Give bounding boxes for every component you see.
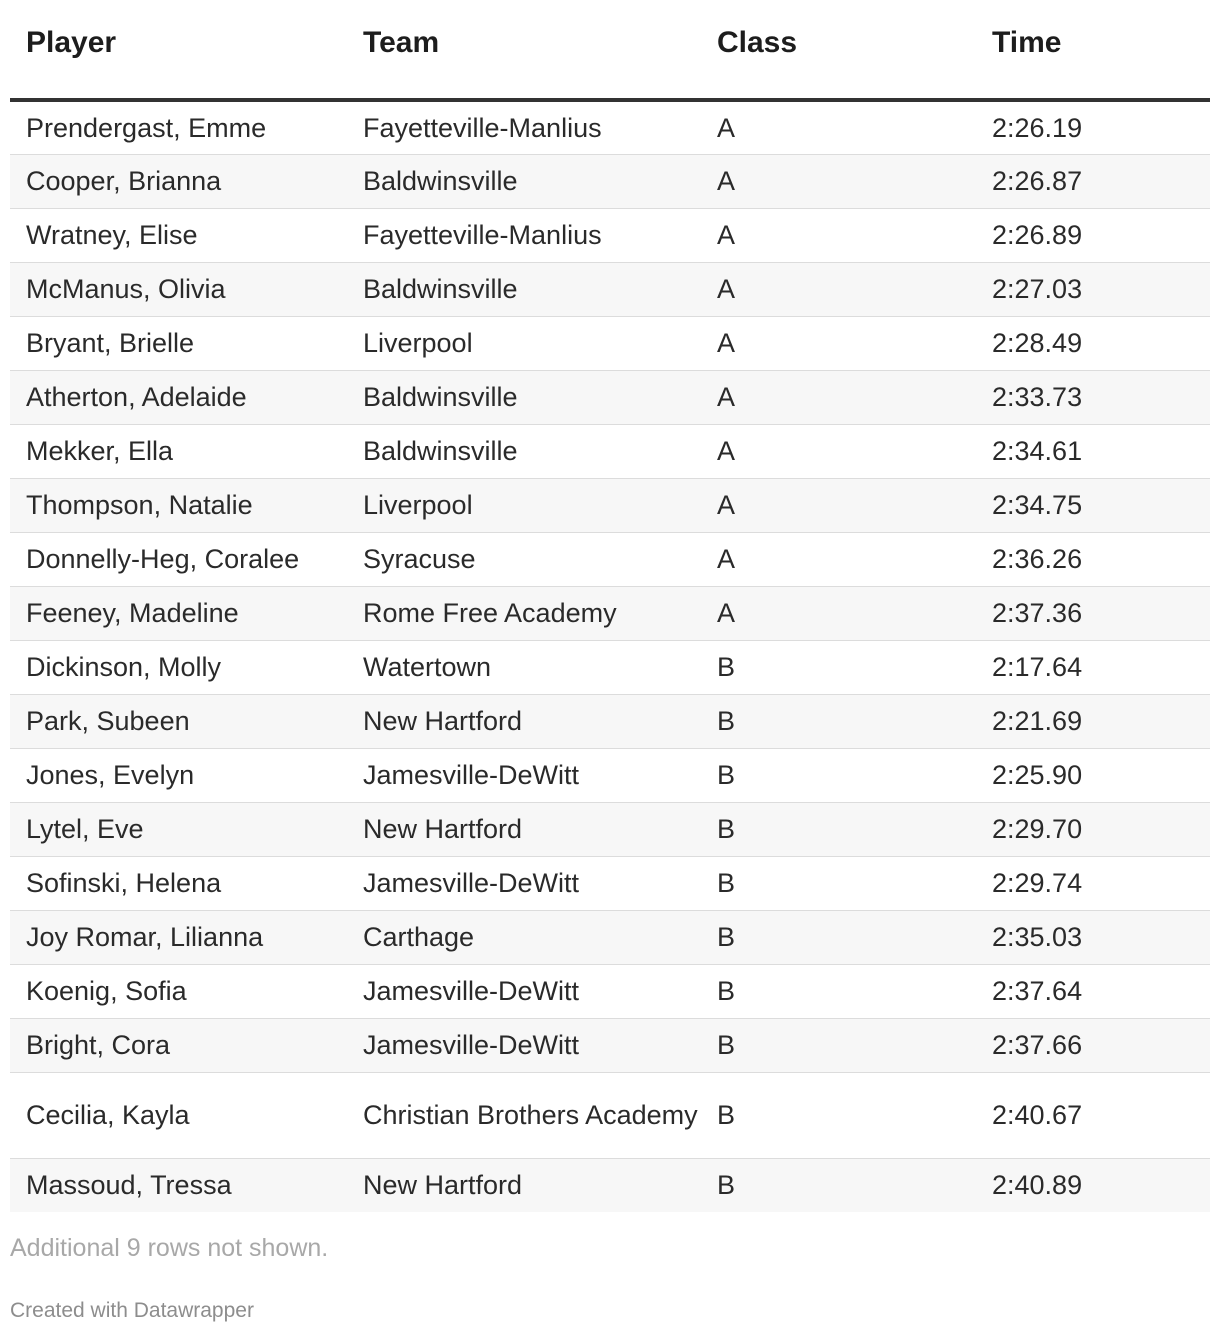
time-cell: 2:26.89: [976, 208, 1210, 262]
time-cell: 2:34.75: [976, 478, 1210, 532]
class-cell: A: [701, 208, 976, 262]
time-cell: 2:37.36: [976, 586, 1210, 640]
class-cell: B: [701, 640, 976, 694]
player-cell: Mekker, Ella: [10, 424, 347, 478]
table-row: [10, 478, 1210, 532]
team-cell: Baldwinsville: [347, 370, 701, 424]
team-cell: Jamesville-DeWitt: [347, 1018, 701, 1072]
table-row: [10, 154, 1210, 208]
table-row: [10, 856, 1210, 910]
player-cell: Feeney, Madeline: [10, 586, 347, 640]
time-cell: 2:29.74: [976, 856, 1210, 910]
player-cell: Thompson, Natalie: [10, 478, 347, 532]
column-header-class[interactable]: Class: [701, 0, 976, 100]
table-row: [10, 532, 1210, 586]
column-header-team[interactable]: Team: [347, 0, 701, 100]
player-cell: Dickinson, Molly: [10, 640, 347, 694]
player-cell: Jones, Evelyn: [10, 748, 347, 802]
time-cell: 2:37.64: [976, 964, 1210, 1018]
player-cell: Sofinski, Helena: [10, 856, 347, 910]
team-cell: Liverpool: [347, 316, 701, 370]
results-table: [10, 0, 1210, 1212]
class-cell: A: [701, 316, 976, 370]
table-row: [10, 1072, 1210, 1158]
table-row: [10, 370, 1210, 424]
team-cell: Syracuse: [347, 532, 701, 586]
time-cell: 2:37.66: [976, 1018, 1210, 1072]
class-cell: B: [701, 964, 976, 1018]
team-cell: Liverpool: [347, 478, 701, 532]
class-cell: B: [701, 1018, 976, 1072]
time-cell: 2:36.26: [976, 532, 1210, 586]
team-cell: New Hartford: [347, 802, 701, 856]
class-cell: A: [701, 586, 976, 640]
table-row: [10, 1158, 1210, 1212]
player-cell: Wratney, Elise: [10, 208, 347, 262]
time-cell: 2:29.70: [976, 802, 1210, 856]
time-cell: 2:26.19: [976, 100, 1210, 154]
team-cell: Jamesville-DeWitt: [347, 748, 701, 802]
team-cell: Baldwinsville: [347, 154, 701, 208]
player-cell: Bright, Cora: [10, 1018, 347, 1072]
class-cell: A: [701, 100, 976, 154]
team-cell: Jamesville-DeWitt: [347, 856, 701, 910]
player-cell: Donnelly-Heg, Coralee: [10, 532, 347, 586]
time-cell: 2:27.03: [976, 262, 1210, 316]
table-row: [10, 1018, 1210, 1072]
team-cell: Fayetteville-Manlius: [347, 208, 701, 262]
team-cell: Jamesville-DeWitt: [347, 964, 701, 1018]
table-body: [10, 100, 1210, 1212]
team-cell: Christian Brothers Academy: [347, 1072, 701, 1158]
table-row: [10, 748, 1210, 802]
team-cell: New Hartford: [347, 694, 701, 748]
class-cell: A: [701, 532, 976, 586]
class-cell: B: [701, 802, 976, 856]
class-cell: B: [701, 1158, 976, 1212]
class-cell: A: [701, 154, 976, 208]
table-row: [10, 802, 1210, 856]
class-cell: B: [701, 856, 976, 910]
player-cell: Massoud, Tressa: [10, 1158, 347, 1212]
team-cell: Watertown: [347, 640, 701, 694]
class-cell: B: [701, 748, 976, 802]
team-cell: New Hartford: [347, 1158, 701, 1212]
table-row: [10, 640, 1210, 694]
player-cell: McManus, Olivia: [10, 262, 347, 316]
table-row: [10, 316, 1210, 370]
time-cell: 2:25.90: [976, 748, 1210, 802]
player-cell: Bryant, Brielle: [10, 316, 347, 370]
time-cell: 2:35.03: [976, 910, 1210, 964]
table-row: [10, 694, 1210, 748]
table-row: [10, 910, 1210, 964]
column-header-time[interactable]: Time: [976, 0, 1210, 100]
time-cell: 2:33.73: [976, 370, 1210, 424]
table-header-row: [10, 0, 1210, 100]
time-cell: 2:21.69: [976, 694, 1210, 748]
class-cell: A: [701, 424, 976, 478]
table-row: [10, 424, 1210, 478]
player-cell: Cooper, Brianna: [10, 154, 347, 208]
table-row: [10, 964, 1210, 1018]
class-cell: A: [701, 262, 976, 316]
time-cell: 2:26.87: [976, 154, 1210, 208]
table-row: [10, 208, 1210, 262]
rows-not-shown-note: Additional 9 rows not shown.: [10, 1234, 329, 1262]
time-cell: 2:40.89: [976, 1158, 1210, 1212]
table-row: [10, 100, 1210, 154]
player-cell: Prendergast, Emme: [10, 100, 347, 154]
class-cell: A: [701, 478, 976, 532]
table-row: [10, 262, 1210, 316]
team-cell: Rome Free Academy: [347, 586, 701, 640]
player-cell: Koenig, Sofia: [10, 964, 347, 1018]
team-cell: Fayetteville-Manlius: [347, 100, 701, 154]
team-cell: Baldwinsville: [347, 262, 701, 316]
class-cell: B: [701, 694, 976, 748]
player-cell: Cecilia, Kayla: [10, 1072, 347, 1158]
time-cell: 2:17.64: [976, 640, 1210, 694]
player-cell: Joy Romar, Lilianna: [10, 910, 347, 964]
table-row: [10, 586, 1210, 640]
player-cell: Park, Subeen: [10, 694, 347, 748]
class-cell: B: [701, 910, 976, 964]
player-cell: Atherton, Adelaide: [10, 370, 347, 424]
time-cell: 2:34.61: [976, 424, 1210, 478]
team-cell: Carthage: [347, 910, 701, 964]
datawrapper-credit: Created with Datawrapper: [10, 1299, 254, 1322]
player-cell: Lytel, Eve: [10, 802, 347, 856]
class-cell: B: [701, 1072, 976, 1158]
class-cell: A: [701, 370, 976, 424]
team-cell: Baldwinsville: [347, 424, 701, 478]
time-cell: 2:40.67: [976, 1072, 1210, 1158]
column-header-player[interactable]: Player: [10, 0, 347, 100]
time-cell: 2:28.49: [976, 316, 1210, 370]
